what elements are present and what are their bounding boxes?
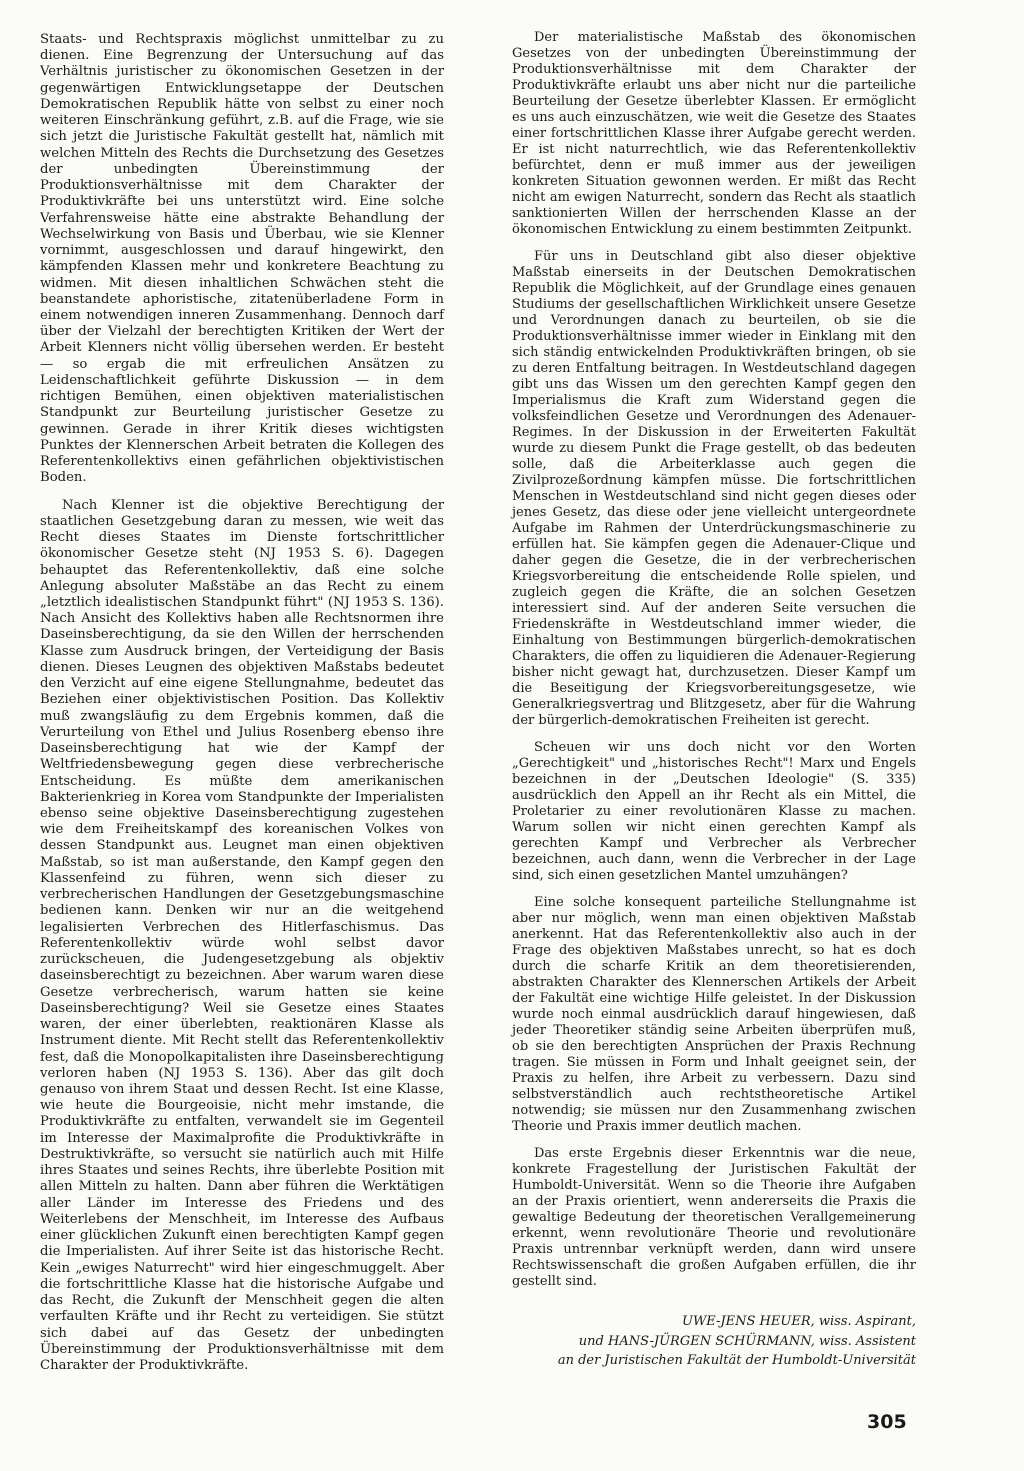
paragraph: Scheuen wir uns doch nicht vor den Worten „Gerechtigkeit" und „historisches Recht"! Marx und Engels bezeichnen in der „Deutschen Ideologie" (S. 335) ausdrücklich den Appell an ihr Recht als ein Mittel, die Proletarier zu einer revolutionären Klasse zu machen. Warum sollen wir nicht einen gerechten Kampf als gerechten Kampf und Verbrecher als Verbrecher bezeichnen, auch dann, wenn die Verbrecher in der Lage sind, sich einen gesetzlichen Mantel umzuhängen? [512,740,916,883]
paragraph: Das erste Ergebnis dieser Erkenntnis war die neue, konkrete Fragestellung der Juristischen Fakultät der Humboldt-Universität. Wenn so die Theorie ihre Aufgaben an der Praxis orientiert, wenn andererseits die Praxis die gewaltige Bedeutung der theoretischen Verallgemeinerung erkennt, wenn revolutionäre Theorie und revolutionäre Praxis untrennbar verknüpft werden, dann wird unsere Rechtswissenschaft die großen Aufgaben erfüllen, die ihr gestellt sind. [512,1146,916,1289]
paragraph: Staats- und Rechtspraxis möglichst unmittelbar zu zu dienen. Eine Begrenzung der Untersuchung auf das Verhältnis juristischer zu ökonomischen Gesetzen in der gegenwärtigen Entwicklungsetappe der Deutschen Demokratischen Republik hätte von selbst zu einer noch weiteren Einschränkung geführt, z.B. auf die Frage, wie sie sich jetzt die Juristische Fakultät gestellt hat, nämlich mit welchen Mitteln des Rechts die Durchsetzung des Gesetzes der unbedingten Übereinstimmung der Produktionsverhältnisse mit dem Charakter der Produktivkräfte bei uns unterstützt wird. Eine solche Verfahrensweise hätte eine abstrakte Behandlung der Wechselwirkung von Basis und Überbau, wie sie Klenner vornimmt, ausgeschlossen und darauf hingewirkt, den kämpfenden Klassen mehr und konkretere Beachtung zu widmen. Mit diesen inhaltlichen Schwächen steht die beanstandete aphoristische, zitatenüberladene Form in einem notwendigen inneren Zusammenhang. Dennoch darf über der Vielzahl der berechtigten Kritiken der Wert der Arbeit Klenners nicht völlig übersehen werden. Er besteht — so ergab die mit erfreulichen Ansätzen zu Leidenschaftlichkeit geführte Diskussion — in dem richtigen Bemühen, einen objektiven materialistischen Standpunkt zur Beurteilung juristischer Gesetze zu gewinnen. Gerade in ihrer Kritik dieses wichtigsten Punktes der Klennerschen Arbeit betraten die Kollegen des Referentenkollektivs einen gefährlichen objektivistischen Boden. [40,32,444,486]
paragraph: Für uns in Deutschland gibt also dieser objektive Maßstab einerseits in der Deutschen Demokratischen Republik die Möglichkeit, auf der Grundlage eines genauen Studiums der gesellschaftlichen Wirklichkeit unsere Gesetze und Verordnungen danach zu beurteilen, ob sie die Produktionsverhältnisse immer wieder in Einklang mit den sich ständig entwickelnden Produktivkräften bringen, ob sie zu deren Entfaltung beitragen. In Westdeutschland dagegen gibt uns das Wissen um den gerechten Kampf gegen den Imperialismus die Kraft zum Widerstand gegen die volksfeindlichen Gesetze und Verordnungen des Adenauer-Regimes. In der Diskussion in der Erweiterten Fakultät wurde zu diesem Punkt die Frage gestellt, ob das bedeuten solle, daß die Arbeiterklasse auch gegen die Zivilprozeßordnung kämpfen müsse. Die fortschrittlichen Menschen in Westdeutschland sind nicht gegen dieses oder jenes Gesetz, das diese oder jene vielleicht untergeordnete Aufgabe im Rahmen der Unterdrückungsmaschinerie zu erfüllen hat. Sie kämpfen gegen die Adenauer-Clique und daher gegen die Gesetze, die in der verbrecherischen Kriegsvorbereitung die entscheidende Rolle spielen, und zugleich gegen die Kräfte, die an solchen Gesetzen interessiert sind. Auf der anderen Seite versuchen die Friedenskräfte in Westdeutschland immer wieder, die Einhaltung von Bestimmungen bürgerlich-demokratischen Charakters, die offen zu liquidieren die Adenauer-Regierung bisher nicht gewagt hat, durchzusetzen. Dieser Kampf um die Beseitigung der Kriegsvorbereitungsgesetze, wie Generalkriegsvertrag und Blitzgesetz, aber für die Wahrung der bürgerlich-demokratischen Freiheiten ist gerecht. [512,249,916,728]
signature-line-1: UWE-JENS HEUER, wiss. Aspirant, [681,1314,916,1329]
page-number: 305 [867,1411,907,1433]
paragraph: Eine solche konsequent parteiliche Stellungnahme ist aber nur möglich, wenn man einen objektiven Maßstab anerkennt. Hat das Referentenkollektiv also auch in der Frage des objektiven Maßstabes unrecht, so hat es doch durch die scharfe Kritik an dem theoretisierenden, abstrakten Charakter des Klennerschen Artikels der Arbeit der Fakultät eine wichtige Hilfe geleistet. In der Diskussion wurde noch einmal ausdrücklich darauf hingewiesen, daß jeder Theoretiker ständig seine Arbeiten überprüfen muß, ob sie den berechtigten Ansprüchen der Praxis Rechnung tragen. Sie müssen in Form und Inhalt geeignet sein, der Praxis zu helfen, ihre Arbeit zu verbessern. Dazu sind selbstverständlich auch rechtstheoretische Artikel notwendig; sie müssen nur den Zusammenhang zwischen Theorie und Praxis immer deutlich machen. [512,895,916,1134]
signature-line-2: und HANS-JÜRGEN SCHÜRMANN, wiss. Assistent [578,1333,916,1349]
signature-line-3: an der Juristischen Fakultät der Humboldt-Universität [557,1353,916,1369]
right-column [512,30,916,1371]
paragraph: Nach Klenner ist die objektive Berechtigung der staatlichen Gesetzgebung daran zu messen, wie weit das Recht dieses Staates im Dienste fortschrittlicher ökonomischer Gesetze steht (NJ 1953 S. 6). Dagegen behauptet das Referentenkollektiv, daß eine solche Anlegung absoluter Maßstäbe an das Recht zu einem „letztlich idealistischen Standpunkt führt" (NJ 1953 S. 136). Nach Ansicht des Kollektivs haben alle Rechtsnormen ihre Daseinsberechtigung, da sie den Willen der herrschenden Klasse zum Ausdruck bringen, der Verteidigung der Basis dienen. Dieses Leugnen des objektiven Maßstabs bedeutet den Verzicht auf eine eigene Stellungnahme, bedeutet das Beziehen einer objektivistischen Position. Das Kollektiv muß zwangsläufig zu dem Ergebnis kommen, daß die Verurteilung von Ethel und Julius Rosenberg ebenso ihre Daseinsberechtigung hat wie der Kampf der Weltfriedensbewegung gegen diese verbrecherische Entscheidung. Es müßte dem amerikanischen Bakterienkrieg in Korea vom Standpunkte der Imperialisten ebenso seine objektive Daseinsberechtigung zugestehen wie dem Freiheitskampf des koreanischen Volkes von dessen Standpunkt aus. Leugnet man einen objektiven Maßstab, so ist man außerstande, den Kampf gegen den Klassenfeind zu führen, wenn sich dieser zu verbrecherischen Handlungen der Gesetzgebungsmaschine bedienen kann. Denken wir nur an die weitgehend legalisierten Verbrechen des Hitlerfaschismus. Das Referentenkollektiv würde wohl selbst davor zurückscheuen, die Judengesetzgebung als objektiv daseinsberechtigt zu bezeichnen. Aber warum waren diese Gesetze verbrecherisch, warum hatten sie keine Daseinsberechtigung? Weil sie Gesetze eines Staates waren, der einer überlebten, reaktionären Klasse als Instrument diente. Mit Recht stellt das Referentenkollektiv fest, daß die Monopolkapitalisten ihre Daseinsberechtigung verloren haben (NJ 1953 S. 136). Aber das gilt doch genauso von ihrem Staat und dessen Recht. Ist eine Klasse, wie heute die Bourgeoisie, nicht mehr imstande, die Produktivkräfte zu entfalten, verwandelt sie im Gegenteil im Interesse der Maximalprofite die Produktivkräfte in Destruktivkräfte, so versucht sie natürlich auch mit Hilfe ihres Staates und seines Rechts, ihre überlebte Position mit allen Mitteln zu halten. Dann aber führen die Werktätigen aller Länder im Interesse des Friedens und des Weiterlebens der Menschheit, im Interesse des Aufbaus einer glücklichen Zukunft einen berechtigten Kampf gegen die Imperialisten. Auf ihrer Seite ist das historische Recht. Kein „ewiges Naturrecht" wird hier eingeschmuggelt. Aber die fortschrittliche Klasse hat die historische Aufgabe und das Recht, die Zukunft der Menschheit gegen die alten verfaulten Kräfte und ihr Recht zu verteidigen. Sie stützt sich dabei auf das Gesetz der unbedingten Übereinstimmung der Produktionsverhältnisse mit dem Charakter der Produktivkräfte. [40,497,444,1373]
author-signature [512,1312,916,1371]
left-column [40,32,444,1374]
paragraph: Der materialistische Maßstab des ökonomischen Gesetzes von der unbedingten Übereinstimmung der Produktionsverhältnisse mit dem Charakter der Produktivkräfte erlaubt uns aber nicht nur die parteiliche Beurteilung der Gesetze überlebter Klassen. Er ermöglicht es uns auch einzuschätzen, wie weit die Gesetze des Staates einer fortschrittlichen Klasse ihrer Aufgabe gerecht werden. Er ist nicht naturrechtlich, wie das Referentenkollektiv befürchtet, denn er muß immer aus der jeweiligen konkreten Situation gewonnen werden. Er mißt das Recht nicht am ewigen Naturrecht, sondern das Recht als staatlich sanktionierten Willen der herrschenden Klasse an der ökonomischen Entwicklung zu einem bestimmten Zeitpunkt. [512,30,916,237]
